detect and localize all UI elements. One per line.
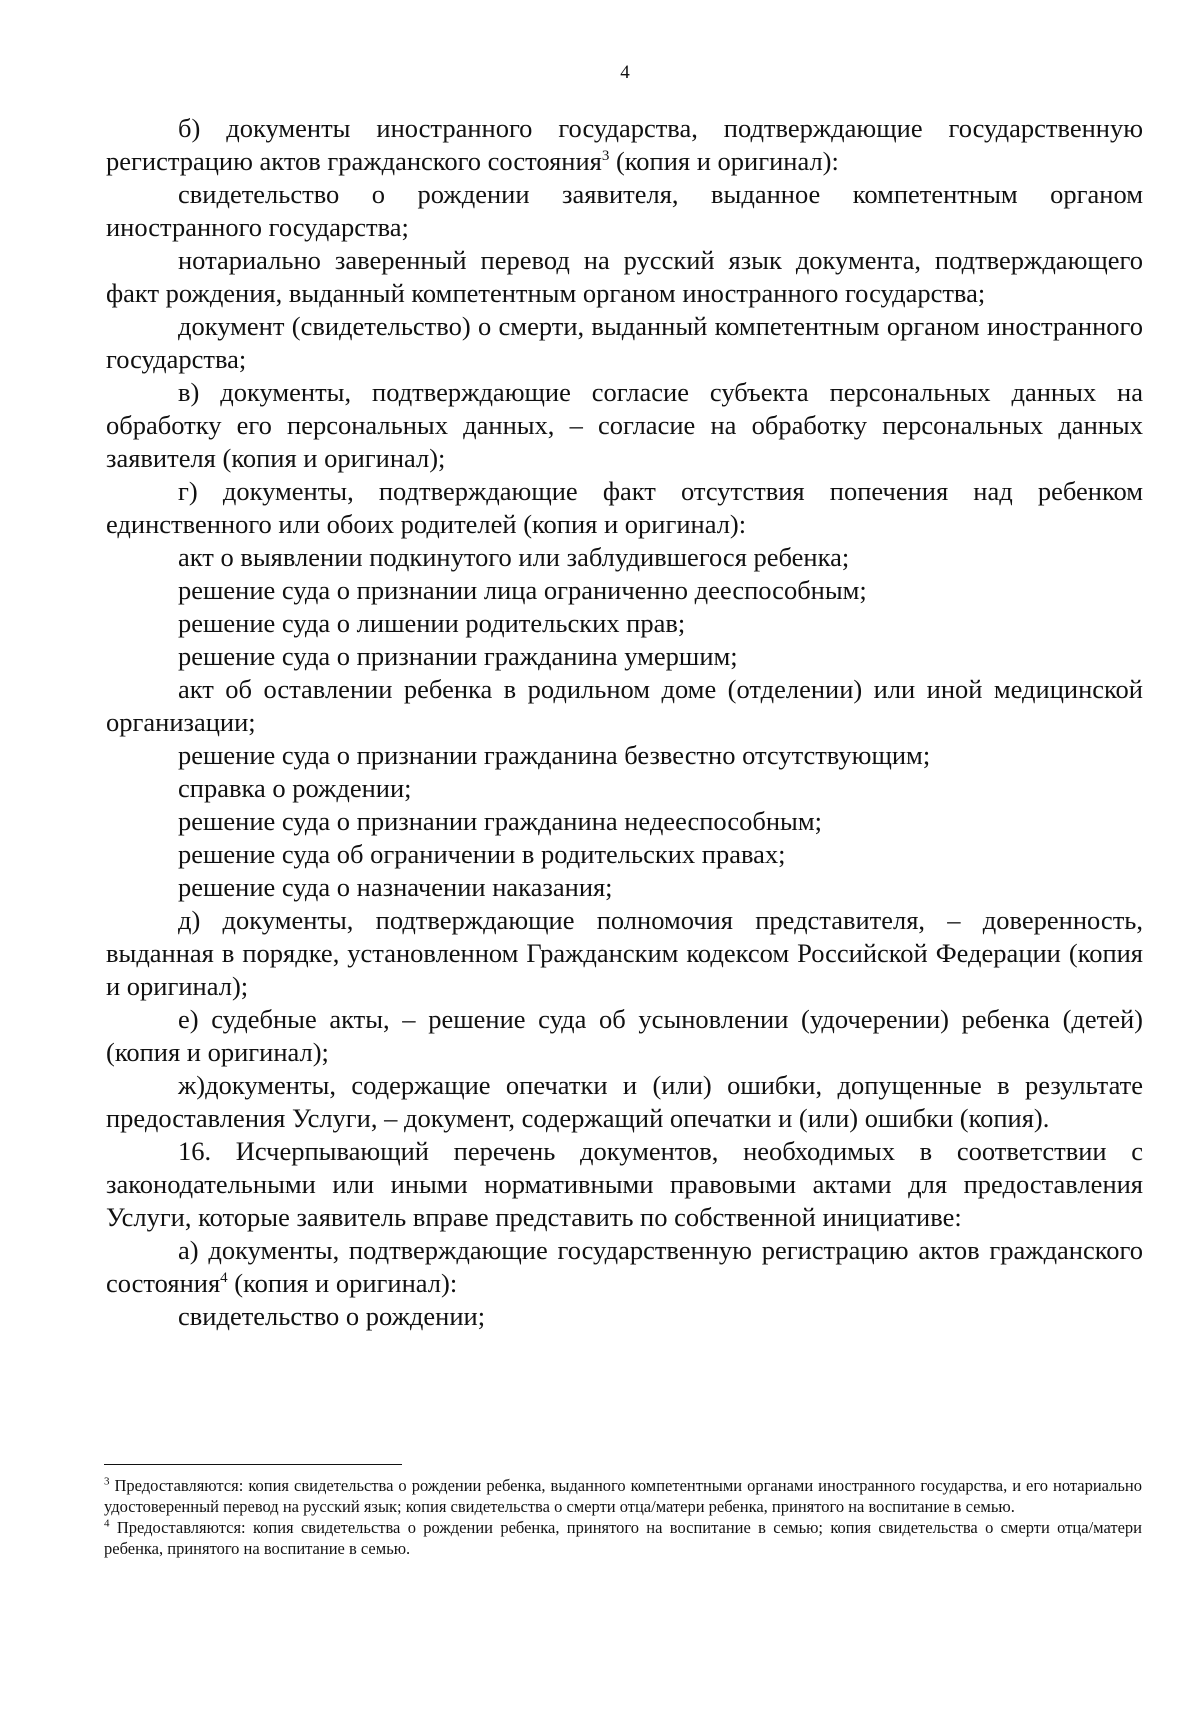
paragraph-item: свидетельство о рождении заявителя, выданное компетентным органом иностранного государства;	[106, 179, 1143, 242]
list-item: решение суда о признании лица ограниченно дееспособным;	[178, 575, 867, 605]
list-item: решение суда о признании гражданина безвестно отсутствующим;	[178, 740, 931, 770]
paragraph-b: б) документы иностранного государства, подтверждающие государственную регистрацию актов гражданского состояния$^3$ (копия и оригинал):	[106, 113, 1143, 176]
paragraph-d: д) документы, подтверждающие полномочия представителя, – доверенность, выданная в порядке, установленном Гражданским кодексом Российской Федерации (копия и оригинал);	[106, 905, 1143, 1001]
list-item: решение суда о признании гражданина недееспособным;	[178, 806, 822, 836]
paragraph-e: е) судебные акты, – решение суда об усыновлении (удочерении) ребенка (детей) (копия и оригинал);	[106, 1004, 1143, 1067]
footnote-ref-3: 3	[601, 148, 610, 165]
list-item: акт о выявлении подкинутого или заблудившегося ребенка;	[178, 542, 850, 572]
footnote-4: $^4$ Предоставляются: копия свидетельства о рождении ребенка, принятого на воспитание в семью; копия свидетельства о смерти отца/матери ребенка, принятого на воспитание в семью.	[104, 1517, 1142, 1558]
footnote-divider	[104, 1464, 402, 1465]
paragraph-zh: ж)документы, содержащие опечатки и (или) ошибки, допущенные в результате предоставления Услуги, – документ, содержащий опечатки и (или) ошибки (копия).	[106, 1070, 1143, 1133]
list-item: решение суда о назначении наказания;	[178, 872, 613, 902]
list-item: справка о рождении;	[178, 773, 412, 803]
list-item: решение суда о лишении родительских прав;	[178, 608, 686, 638]
footnote-3: $^3$ Предоставляются: копия свидетельства о рождении ребенка, выданного компетентными органами иностранного государства, и его нотариально удостоверенный перевод на русский язык; копия свидетельства о смерти отца/матери ребенка, принятого на воспитание в семью.	[104, 1475, 1142, 1516]
paragraph-a: а) документы, подтверждающие государственную регистрацию актов гражданского состояния$^4$ (копия и оригинал):	[106, 1235, 1143, 1298]
document-body	[106, 112, 1143, 1333]
paragraph-item: нотариально заверенный перевод на русский язык документа, подтверждающего факт рождения, выданный компетентным органом иностранного государства;	[106, 245, 1143, 308]
paragraph-v: в) документы, подтверждающие согласие субъекта персональных данных на обработку его персональных данных, – согласие на обработку персональных данных заявителя (копия и оригинал);	[106, 377, 1143, 473]
paragraph-item: документ (свидетельство) о смерти, выданный компетентным органом иностранного государства;	[106, 311, 1143, 374]
list-item: акт об оставлении ребенка в родильном доме (отделении) или иной медицинской организации;	[106, 674, 1143, 737]
paragraph-16: 16. Исчерпывающий перечень документов, необходимых в соответствии с законодательными или иными нормативными правовыми актами для предоставления Услуги, которые заявитель вправе представить по собственной инициативе:	[106, 1136, 1143, 1232]
footnotes	[104, 1475, 1142, 1559]
page-number: 4	[620, 62, 630, 83]
list-item: решение суда о признании гражданина умершим;	[178, 641, 738, 671]
list-item: свидетельство о рождении;	[178, 1301, 486, 1331]
list-item: решение суда об ограничении в родительских правах;	[178, 839, 786, 869]
footnote-ref-4: 4	[220, 1270, 228, 1287]
paragraph-g: г) документы, подтверждающие факт отсутствия попечения над ребенком единственного или обоих родителей (копия и оригинал):	[106, 476, 1143, 539]
